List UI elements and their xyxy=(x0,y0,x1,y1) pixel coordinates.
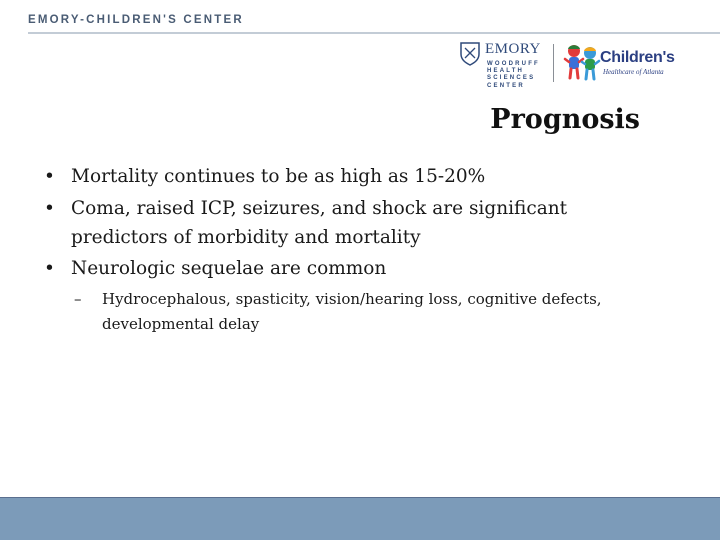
emory-wordmark: EMORY xyxy=(485,41,541,57)
children-figures-icon xyxy=(563,42,601,82)
sub-bullet-marker: – xyxy=(74,290,82,308)
bullet-text: Coma, raised ICP, seizures, and shock are significant predictors of morbidity and mortality xyxy=(71,198,568,248)
org-header: EMORY-CHILDREN'S CENTER xyxy=(28,14,244,26)
emory-sub-line: SCIENCES xyxy=(487,75,536,82)
bullet-text: Neurologic sequelae are common xyxy=(71,258,387,279)
emory-subtitle xyxy=(487,61,540,90)
logo-divider xyxy=(553,44,554,82)
bullet-item xyxy=(44,194,684,252)
header-divider xyxy=(28,32,720,34)
bullet-marker: • xyxy=(44,258,55,279)
footer-bar xyxy=(0,498,720,540)
slide-title: Prognosis xyxy=(490,104,640,135)
bullet-item xyxy=(44,162,684,192)
childrens-wordmark: Children's xyxy=(600,49,675,66)
sub-bullet-item xyxy=(44,287,684,337)
childrens-subtitle: Healthcare of Atlanta xyxy=(603,68,664,76)
bullet-marker: • xyxy=(44,198,55,219)
emory-sub-line: WOODRUFF xyxy=(487,61,540,67)
slide-content xyxy=(44,162,684,337)
emory-sub-line: HEALTH xyxy=(487,68,525,75)
bullet-text: Mortality continues to be as high as 15-20% xyxy=(71,166,486,187)
childrens-logo xyxy=(563,42,688,82)
sub-bullet-text: Hydrocephalous, spasticity, vision/hearing loss, cognitive defects, developmental delay xyxy=(102,290,602,333)
shield-icon xyxy=(460,42,480,66)
emory-logo xyxy=(458,40,548,92)
emory-sub-line: CENTER xyxy=(487,82,525,89)
bullet-marker: • xyxy=(44,166,55,187)
bullet-item xyxy=(44,254,684,284)
